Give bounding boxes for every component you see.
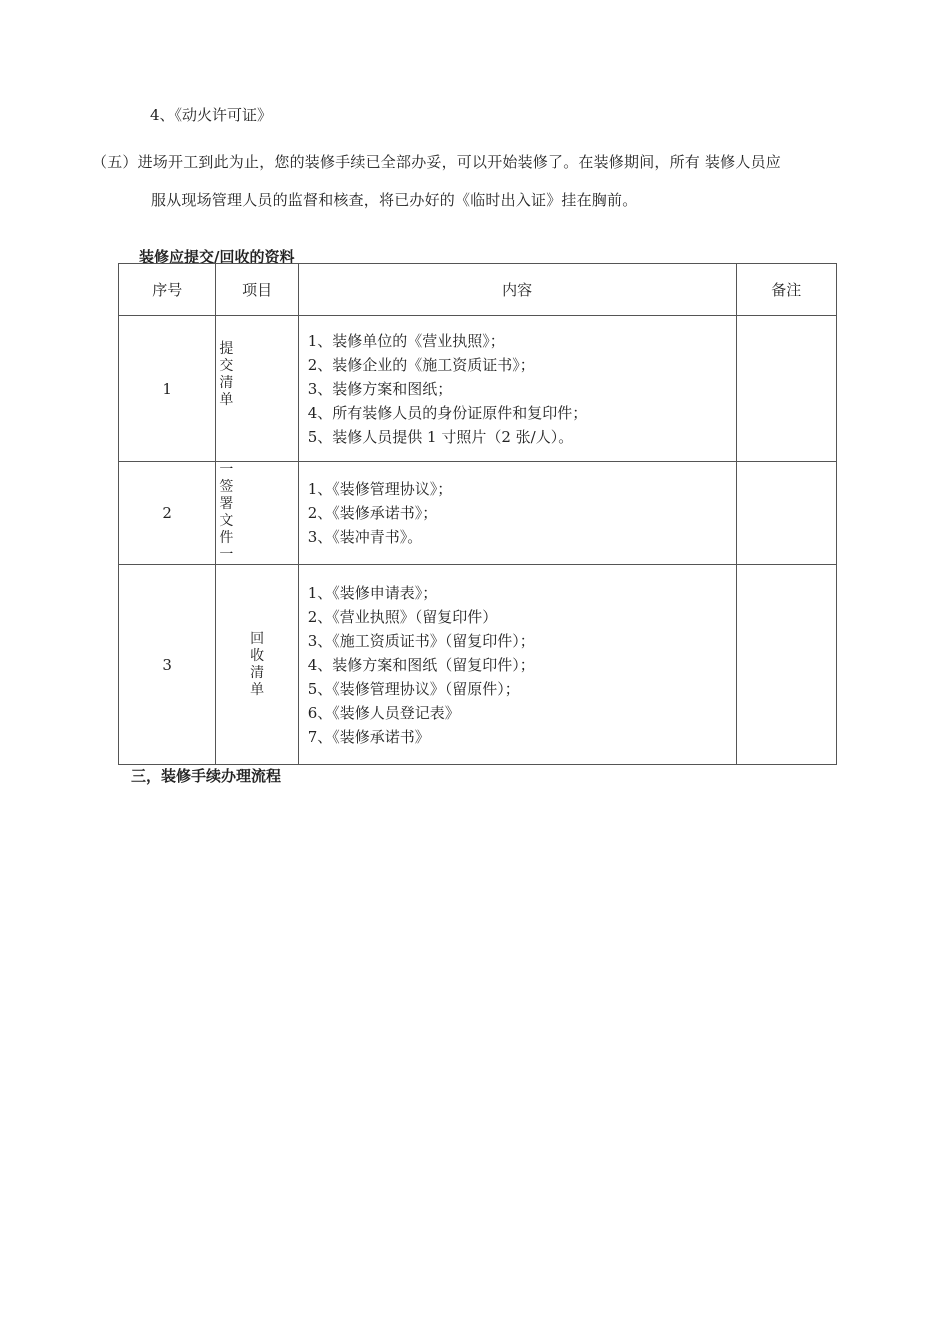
content-line: 3、《装冲青书》。	[307, 528, 423, 546]
section-heading: 三，装修手续办理流程	[131, 767, 282, 785]
content-line: 1、装修单位的《营业执照》；	[307, 331, 505, 350]
header-content: 内容	[298, 264, 736, 316]
content-line: 2、装修企业的《施工资质证书》；	[307, 355, 535, 374]
content-line: 1、《装修申请表》；	[307, 583, 438, 602]
row-item	[216, 316, 298, 462]
content-line: 4、装修方案和图纸（留复印件）；	[307, 655, 535, 674]
content-line: 5、装修人员提供 1 寸照片（2 张/人）。	[307, 427, 574, 446]
row-item	[216, 462, 298, 565]
row-note	[736, 565, 836, 765]
content-line: 2、《装修承诺书》；	[307, 504, 438, 522]
paragraph-line-2: 服从现场管理人员的监督和核查，将已办好的《临时出入证》挂在胸前。	[151, 191, 638, 209]
table-row	[119, 316, 837, 462]
header-note: 备注	[736, 264, 836, 316]
paragraph-line-1: （五）进场开工到此为止，您的装修手续已全部办妥，可以开始装修了。在装修期间，所有 装修人员应	[92, 153, 781, 171]
row-item-label: 提交清单	[219, 340, 234, 408]
row-seq: 3	[119, 565, 216, 765]
row-seq: 2	[119, 462, 216, 565]
header-item: 项目	[216, 264, 298, 316]
table-row	[119, 565, 837, 765]
header-seq: 序号	[119, 264, 216, 316]
list-item-fire-permit: 4、《动火许可证》	[150, 106, 273, 124]
content-line: 5、《装修管理协议》（留原件）；	[307, 679, 520, 698]
table-caption: 装修应提交/回收的资料	[139, 248, 295, 266]
row-content	[298, 316, 736, 462]
content-line: 1、《装修管理协议》；	[307, 480, 453, 498]
row-content	[298, 462, 736, 565]
row-item-label: 回收清单	[250, 630, 265, 698]
content-line: 4、所有装修人员的身份证原件和复印件；	[307, 403, 588, 422]
row-content	[298, 565, 736, 765]
row-item	[216, 565, 298, 765]
row-note	[736, 462, 836, 565]
content-line: 7、《装修承诺书》	[307, 727, 430, 746]
content-line: 2、《营业执照》（留复印件）	[307, 607, 498, 626]
row-seq: 1	[119, 316, 216, 462]
materials-table	[118, 263, 837, 765]
table-row	[119, 462, 837, 565]
content-line: 6、《装修人员登记表》	[307, 703, 460, 722]
content-line: 3、装修方案和图纸；	[307, 379, 453, 398]
content-line: 3、《施工资质证书》（留复印件）；	[307, 631, 535, 650]
row-item-label: 一签署文件一	[219, 462, 234, 563]
row-note	[736, 316, 836, 462]
table-header-row	[119, 264, 837, 316]
